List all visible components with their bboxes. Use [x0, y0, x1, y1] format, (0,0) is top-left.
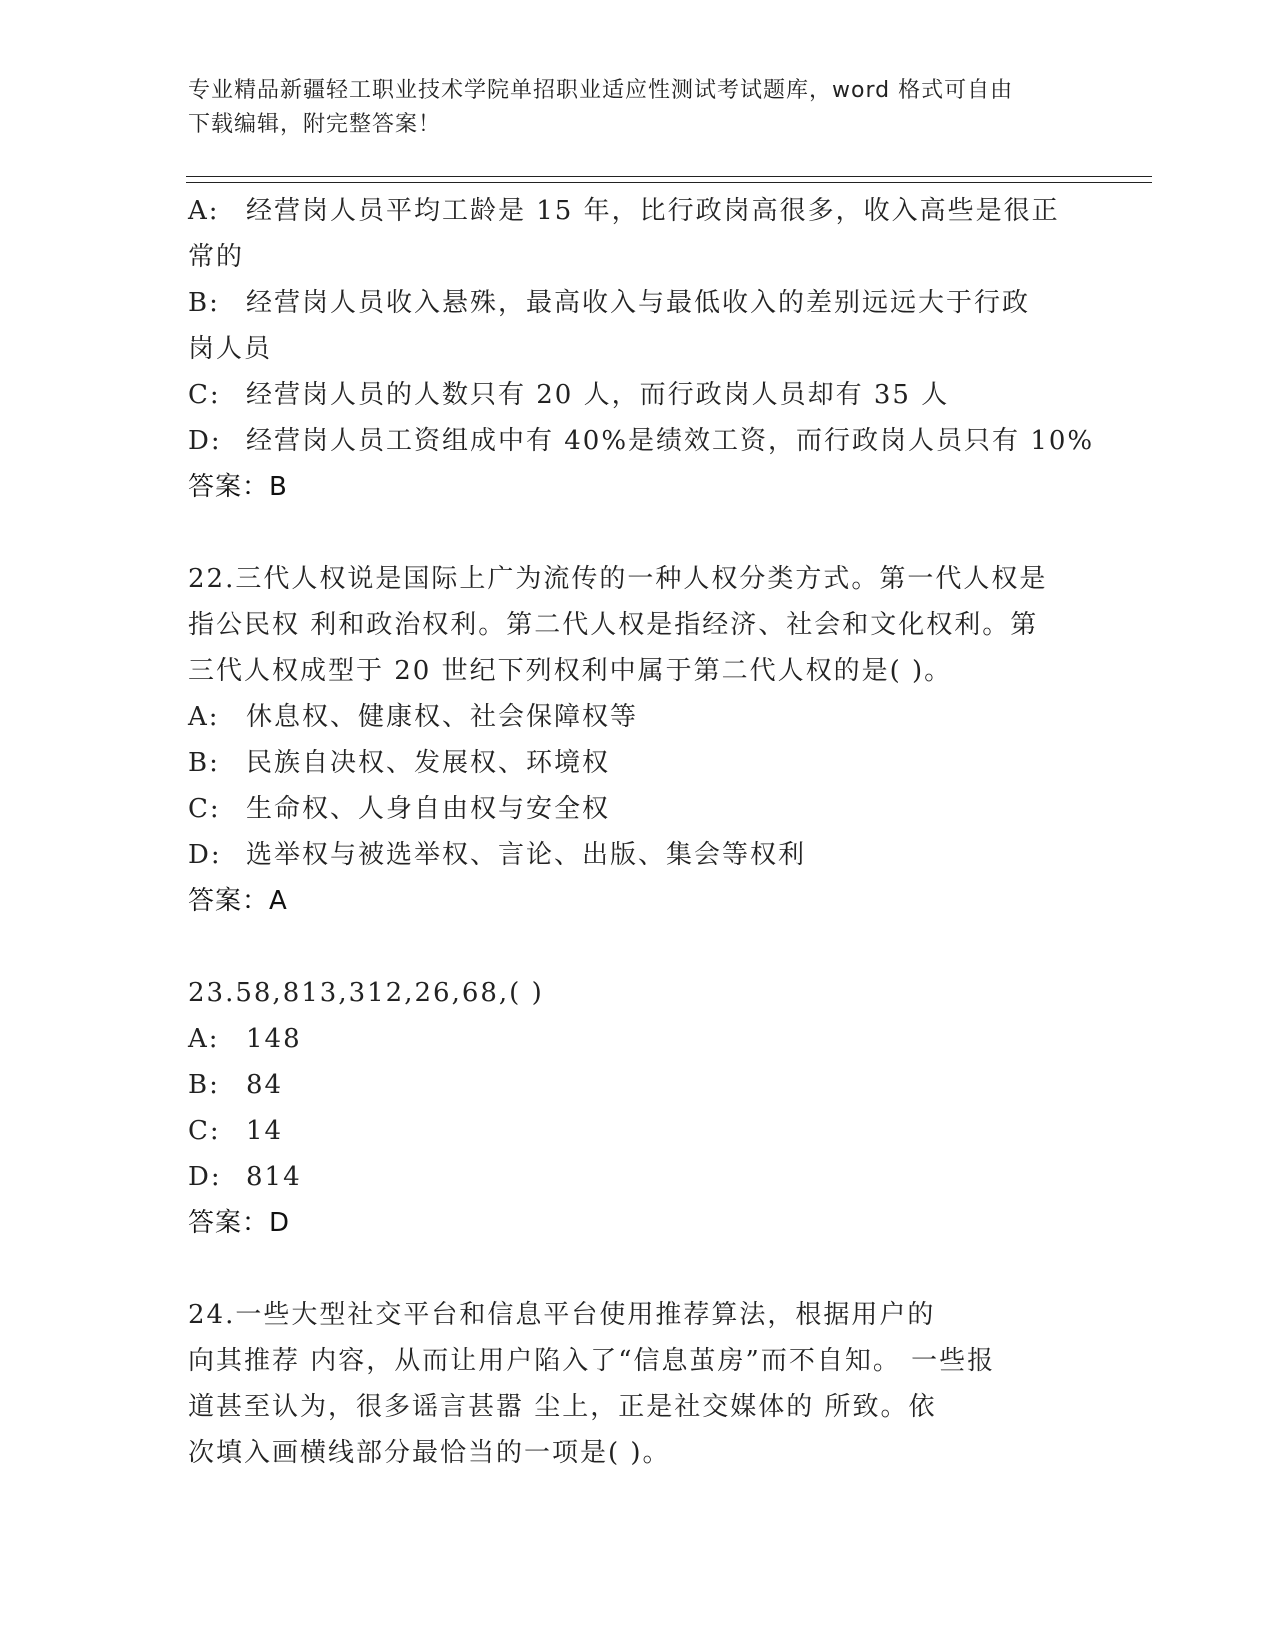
option-label: B:: [188, 288, 220, 318]
question-stem: 24.一些大型社交平台和信息平台使用推荐算法，根据用户的: [188, 1300, 936, 1330]
option-label: C:: [188, 1116, 221, 1146]
option-label: D:: [188, 840, 222, 870]
option-c: [188, 372, 1088, 418]
spacer: [188, 510, 1088, 556]
option-text: 生命权、人身自由权与安全权: [246, 794, 611, 824]
question-stem: 22.三代人权说是国际上广为流传的一种人权分类方式。第一代人权是: [188, 564, 1048, 594]
question-21: [188, 188, 1095, 510]
option-c: [188, 1108, 1088, 1154]
document-content: [188, 188, 1095, 1476]
question-stem: 道甚至认为，很多谣言甚嚣 尘上，正是社交媒体的 所致。依: [188, 1392, 937, 1422]
option-a: [188, 694, 1088, 740]
answer: 答案：D: [188, 1208, 291, 1238]
option-b: [188, 740, 1088, 786]
option-text: 选举权与被选举权、言论、出版、集会等权利: [246, 840, 807, 870]
option-label: D:: [188, 1162, 222, 1192]
option-b: [188, 1062, 1088, 1108]
option-text: 经营岗人员收入悬殊，最高收入与最低收入的差别远远大于行政: [246, 288, 1031, 318]
document-header: [188, 74, 1068, 142]
spacer: [188, 1246, 1088, 1292]
option-text: 14: [246, 1116, 284, 1146]
question-stem: 23.58,813,312,26,68,( ): [188, 978, 544, 1008]
answer: 答案：B: [188, 472, 288, 502]
question-stem: 三代人权成型于 20 世纪下列权利中属于第二代人权的是( )。: [188, 656, 953, 686]
option-text: 84: [246, 1070, 284, 1100]
header-divider-bottom: [186, 182, 1152, 183]
option-b: [188, 280, 1088, 326]
option-text-continued: 岗人员: [188, 334, 273, 364]
question-24: [188, 1292, 1088, 1476]
header-line-2: 下载编辑，附完整答案！: [188, 112, 442, 137]
option-text: 经营岗人员工资组成中有 40%是绩效工资，而行政岗人员只有 10%: [246, 426, 1095, 456]
option-c: [188, 786, 1088, 832]
question-stem: 向其推荐 内容，从而让用户陷入了“信息茧房”而不自知。 一些报: [188, 1346, 996, 1376]
option-text: 148: [246, 1024, 302, 1054]
option-d: [188, 418, 1095, 464]
option-label: A:: [188, 196, 220, 226]
option-label: A:: [188, 702, 220, 732]
header-divider-top: [186, 176, 1152, 177]
option-a: [188, 1016, 1088, 1062]
option-label: C:: [188, 380, 221, 410]
question-stem: 次填入画横线部分最恰当的一项是( )。: [188, 1438, 671, 1468]
option-a: [188, 188, 1088, 234]
question-22: [188, 556, 1088, 924]
option-label: D:: [188, 426, 222, 456]
option-text: 民族自决权、发展权、环境权: [246, 748, 611, 778]
option-d: [188, 1154, 1088, 1200]
option-d: [188, 832, 1088, 878]
option-label: C:: [188, 794, 221, 824]
option-text: 经营岗人员平均工龄是 15 年，比行政岗高很多，收入高些是很正: [246, 196, 1060, 226]
option-text: 经营岗人员的人数只有 20 人，而行政岗人员却有 35 人: [246, 380, 950, 410]
option-label: B:: [188, 748, 220, 778]
option-text: 休息权、健康权、社会保障权等: [246, 702, 639, 732]
answer: 答案：A: [188, 886, 288, 916]
question-23: [188, 970, 1088, 1246]
option-text: 814: [246, 1162, 302, 1192]
option-label: A:: [188, 1024, 220, 1054]
question-stem: 指公民权 利和政治权利。第二代人权是指经济、社会和文化权利。第: [188, 610, 1039, 640]
option-text-continued: 常的: [188, 242, 245, 272]
header-line-1: 专业精品新疆轻工职业技术学院单招职业适应性测试考试题库，word 格式可自由: [188, 78, 1014, 103]
option-label: B:: [188, 1070, 220, 1100]
spacer: [188, 924, 1088, 970]
